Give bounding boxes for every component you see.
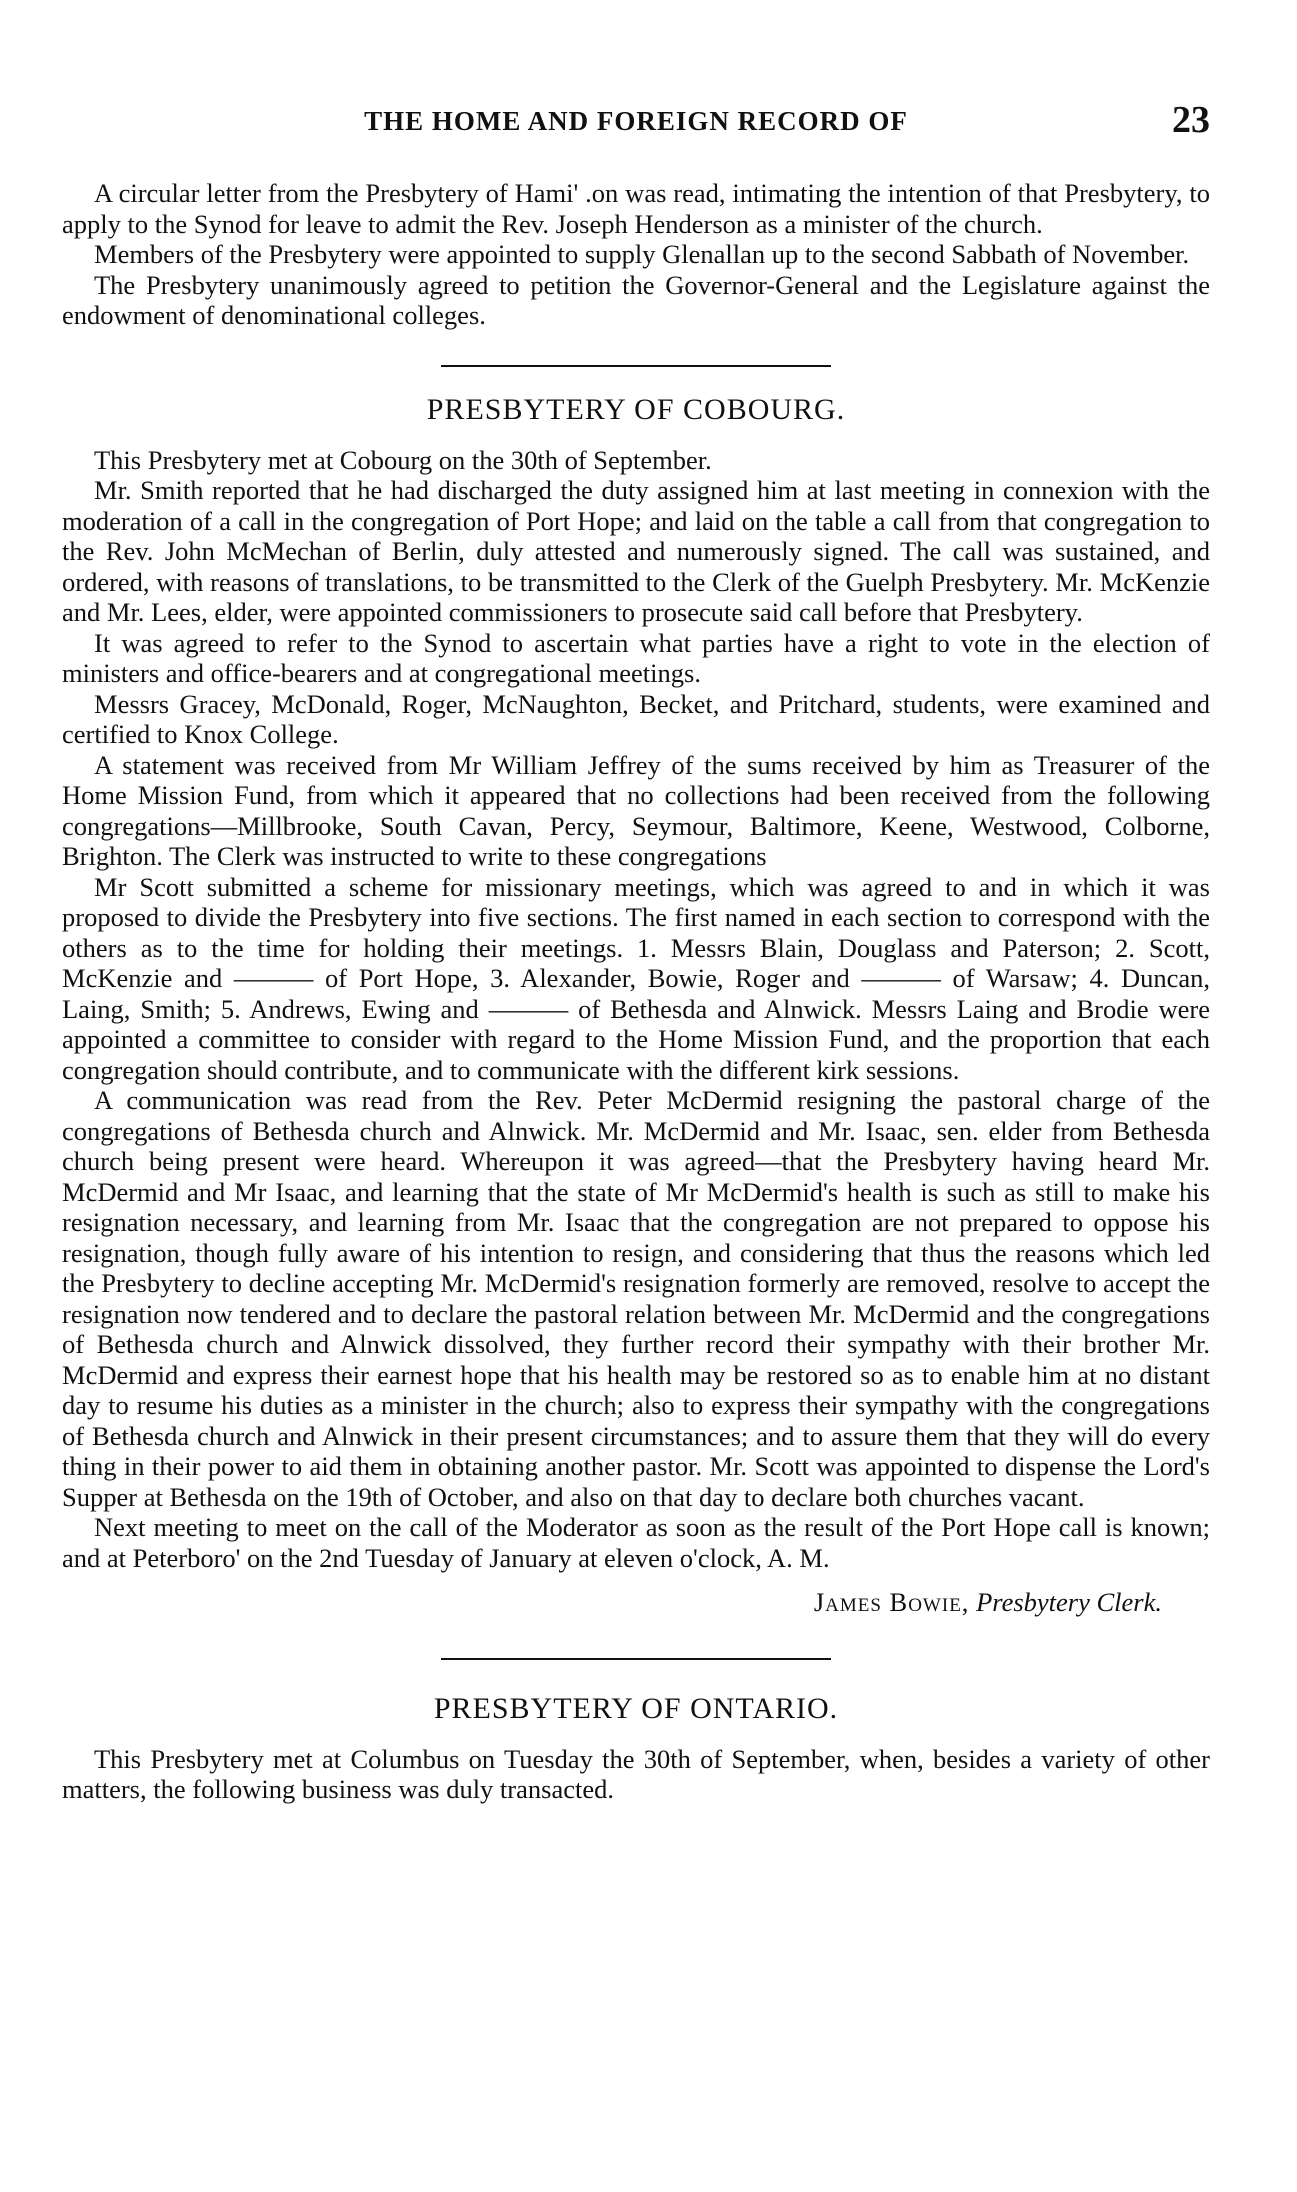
paragraph: Next meeting to meet on the call of the Moderator as soon as the result of the Port Hope call is known; and at Peterboro' on the 2nd Tuesday of January at eleven o'clock, A. M. — [62, 1512, 1210, 1573]
opening-paragraphs — [62, 178, 1210, 331]
paragraph: Members of the Presbytery were appointed to supply Glenallan up to the second Sabbath of November. — [94, 239, 1190, 269]
paragraph: A communication was read from the Rev. Peter McDermid resigning the pastoral charge of the congregations of Bethesda church and Alnwick. Mr. McDermid and Mr. Isaac, sen. elder from Bethesda church being present were heard. Whereupon it was agreed—that the Presbytery having heard Mr. McDermid and Mr Isaac, and learning that the state of Mr McDermid's health is such as still to make his resignation necessary, and learning from Mr. Isaac that the congregation are not prepared to oppose his resignation, though fully aware of his intention to resign, and considering that thus the reasons which led the Presbytery to decline accepting Mr. McDermid's resignation formerly are removed, resolve to accept the resignation now tendered and to declare the pastoral relation between Mr. McDermid and the congregations of Bethesda church and Alnwick dissolved, they further record their sympathy with their brother Mr. McDermid and express their earnest hope that his health may be restored so as to enable him at no distant day to resume his duties as a minister in the church; also to express their sympathy with the congregations of Bethesda church and Alnwick in their present circumstances; and to assure them that they will do every thing in their power to aid them in obtaining another pastor. Mr. Scott was appointed to dispense the Lord's Supper at Bethesda on the 19th of October, and also on that day to declare both churches vacant. — [62, 1085, 1210, 1512]
section-heading: PRESBYTERY OF COBOURG. — [426, 392, 846, 426]
signature-title: Presbytery Clerk. — [976, 1587, 1162, 1617]
section-divider — [441, 1658, 831, 1660]
paragraph: The Presbytery unanimously agreed to petition the Governor-General and the Legislature against the endowment of denominational colleges. — [62, 269, 1210, 330]
paragraph: Messrs Gracey, McDonald, Roger, McNaughton, Becket, and Pritchard, students, were examined and certified to Knox College. — [62, 688, 1210, 749]
paragraph: A circular letter from the Presbytery of Hami' .on was read, intimating the intention of that Presbytery, to apply to the Synod for leave to admit the Rev. Joseph Henderson as a minister of the church. — [62, 178, 1210, 239]
section-divider — [441, 365, 831, 367]
section-ontario — [62, 1692, 1210, 1805]
signature-name: James Bowie, — [813, 1587, 970, 1617]
paragraph: Mr Scott submitted a scheme for missionary meetings, which was agreed to and in which it was proposed to divide the Presbytery into five sections. The first named in each section to correspond with the others as to the time for holding their meetings. 1. Messrs Blain, Douglass and Paterson; 2. Scott, McKenzie and ——— of Port Hope, 3. Alexander, Bowie, Roger and ——— of Warsaw; 4. Duncan, Laing, Smith; 5. Andrews, Ewing and ——— of Bethesda and Alnwick. Messrs Laing and Brodie were appointed a committee to consider with regard to the Home Mission Fund, and the proportion that each congregation should contribute, and to communicate with the different kirk sessions. — [62, 871, 1210, 1085]
running-title: THE HOME AND FOREIGN RECORD OF — [364, 106, 908, 136]
paragraph: It was agreed to refer to the Synod to ascertain what parties have a right to vote in the election of ministers and office-bearers and at congregational meetings. — [62, 627, 1210, 688]
paragraph: A statement was received from Mr William Jeffrey of the sums received by him as Treasurer of the Home Mission Fund, from which it appeared that no collections had been received from the following congregations—Millbrooke, South Cavan, Percy, Seymour, Baltimore, Keene, Westwood, Colborne, Brighton. The Clerk was instructed to write to these congregations — [62, 749, 1210, 871]
paragraph: This Presbytery met at Cobourg on the 30th of September. — [94, 444, 712, 475]
paragraph: This Presbytery met at Columbus on Tuesday the 30th of September, when, besides a variety of other matters, the following business was duly transacted. — [62, 1743, 1210, 1804]
signature — [62, 1587, 1210, 1618]
paragraph: Mr. Smith reported that he had discharged the duty assigned him at last meeting in connexion with the moderation of a call in the congregation of Port Hope; and laid on the table a call from that congregation to the Rev. John McMechan of Berlin, duly attested and numerously signed. The call was sustained, and ordered, with reasons of translations, to be transmitted to the Clerk of the Guelph Presbytery. Mr. McKenzie and Mr. Lees, elder, were appointed commissioners to prosecute said call before that Presbytery. — [62, 475, 1210, 627]
running-head — [62, 92, 1210, 144]
page-number: 23 — [1172, 99, 1210, 141]
document-page — [62, 92, 1210, 1805]
section-cobourg — [62, 393, 1210, 1618]
section-heading: PRESBYTERY OF ONTARIO. — [433, 1691, 839, 1725]
